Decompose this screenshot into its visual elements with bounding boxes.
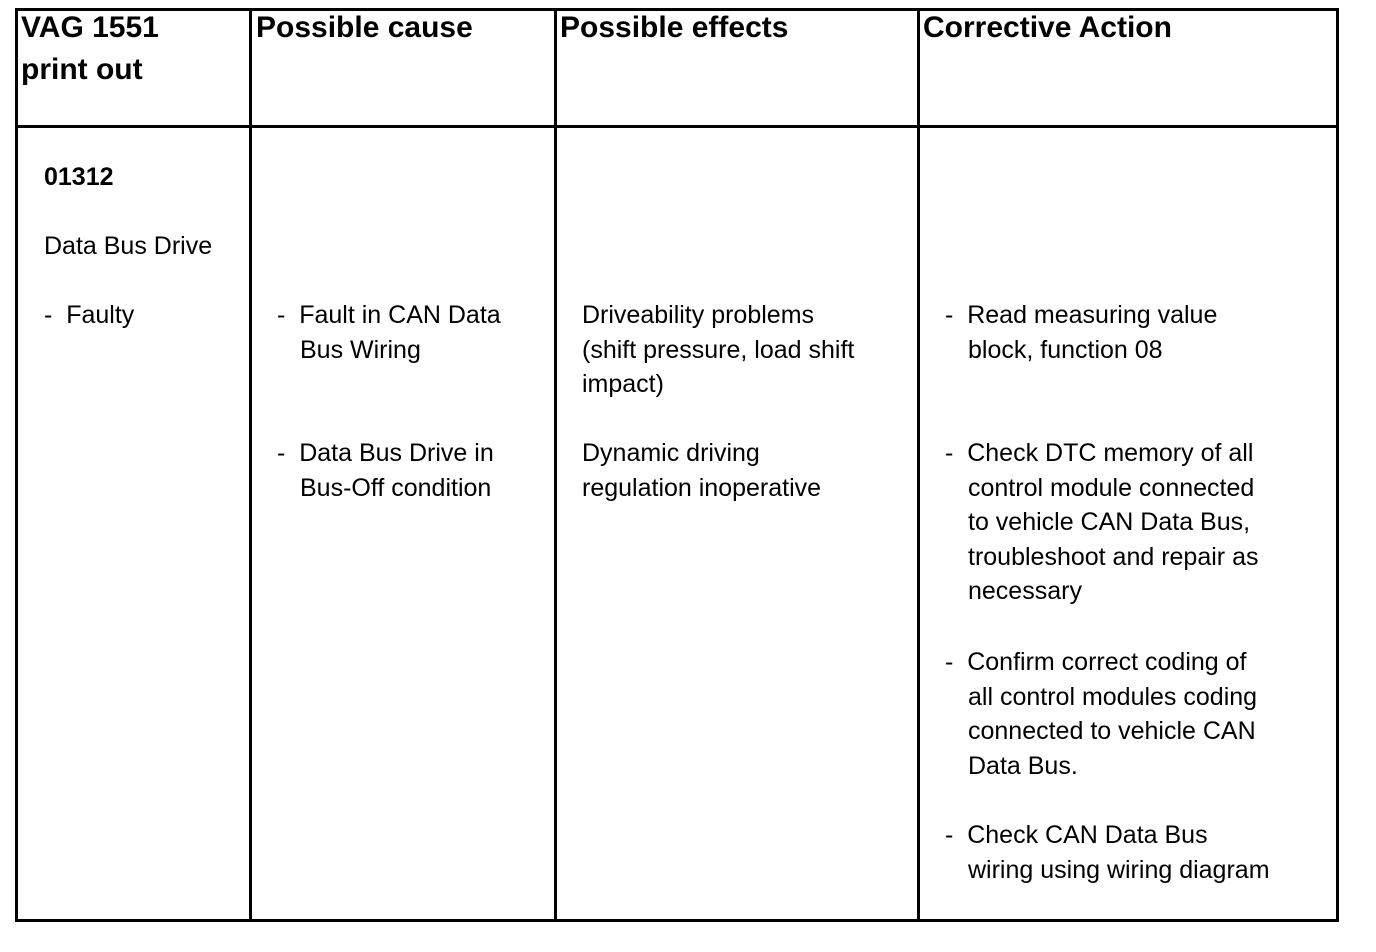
fault-name: Data Bus Drive bbox=[44, 232, 213, 260]
action-line: control module connected bbox=[968, 473, 1255, 502]
action-item bbox=[945, 645, 1257, 783]
effect-item bbox=[582, 298, 854, 402]
action-line: Data Bus. bbox=[968, 751, 1078, 780]
effect-line: (shift pressure, load shift bbox=[582, 335, 855, 364]
action-line: block, function 08 bbox=[968, 335, 1163, 364]
header-line: VAG 1551 bbox=[21, 11, 159, 44]
action-item bbox=[945, 298, 1217, 367]
header-vag-printout bbox=[21, 7, 159, 91]
fault-status: - Faulty bbox=[44, 301, 135, 329]
effect-item bbox=[582, 436, 821, 505]
effect-line: impact) bbox=[582, 370, 664, 399]
cause-line: Bus Wiring bbox=[300, 335, 421, 364]
effect-line: Driveability problems bbox=[582, 301, 815, 329]
action-line: - Confirm correct coding of bbox=[945, 648, 1247, 676]
header-corrective-action: Corrective Action bbox=[923, 11, 1172, 44]
cause-line: - Fault in CAN Data bbox=[277, 301, 501, 329]
header-possible-effects: Possible effects bbox=[560, 11, 789, 44]
effect-line: regulation inoperative bbox=[582, 473, 822, 502]
action-line: - Check CAN Data Bus bbox=[945, 821, 1208, 849]
column-divider bbox=[917, 11, 920, 919]
action-line: to vehicle CAN Data Bus, bbox=[968, 508, 1251, 537]
header-possible-cause: Possible cause bbox=[256, 11, 473, 44]
header-line: print out bbox=[21, 53, 143, 86]
cause-line: - Data Bus Drive in bbox=[277, 439, 494, 467]
action-item bbox=[945, 436, 1258, 609]
cause-item bbox=[277, 298, 501, 367]
effect-line: Dynamic driving bbox=[582, 439, 760, 467]
action-line: necessary bbox=[968, 577, 1082, 606]
header-divider bbox=[18, 125, 1336, 128]
column-divider bbox=[249, 11, 252, 919]
action-line: troubleshoot and repair as bbox=[968, 542, 1259, 571]
action-line: - Check DTC memory of all bbox=[945, 439, 1254, 467]
cause-line: Bus-Off condition bbox=[300, 473, 492, 502]
fault-code: 01312 bbox=[44, 163, 114, 191]
action-line: - Read measuring value bbox=[945, 301, 1218, 329]
action-item bbox=[945, 818, 1270, 887]
action-line: connected to vehicle CAN bbox=[968, 717, 1256, 746]
cause-item bbox=[277, 436, 494, 505]
action-line: all control modules coding bbox=[968, 682, 1258, 711]
action-line: wiring using wiring diagram bbox=[968, 855, 1270, 884]
column-divider bbox=[554, 11, 557, 919]
